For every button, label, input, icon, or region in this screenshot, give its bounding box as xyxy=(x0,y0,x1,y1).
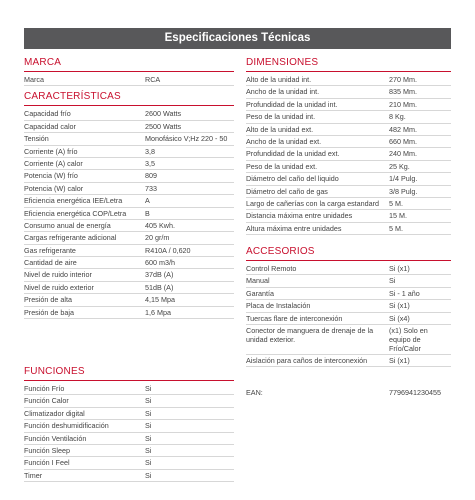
spec-label: Marca xyxy=(24,75,44,84)
spec-value: Si xyxy=(145,396,152,406)
spec-value: 240 Mm. xyxy=(389,149,417,159)
spec-value: Si xyxy=(389,276,396,286)
spec-row xyxy=(24,158,234,170)
spec-value: 733 xyxy=(145,183,157,193)
spec-row xyxy=(246,263,451,275)
spec-value: 15 M. xyxy=(389,211,407,221)
right-column xyxy=(246,56,451,400)
spec-value: 3,8 xyxy=(145,146,155,156)
funciones-section xyxy=(24,365,234,482)
spec-row xyxy=(246,86,451,98)
spec-row xyxy=(24,74,234,86)
spec-label: Placa de Instalación xyxy=(246,301,311,311)
spec-label: Profundidad de la unidad ext. xyxy=(246,149,340,159)
spec-label: Función Sleep xyxy=(24,445,70,455)
spec-row xyxy=(24,395,234,407)
spec-label: Corriente (A) frío xyxy=(24,146,78,156)
spec-row xyxy=(24,170,234,182)
page-header xyxy=(24,28,451,49)
spec-row xyxy=(246,275,451,287)
spec-row xyxy=(24,146,234,158)
spec-value: 270 Mm. xyxy=(389,75,417,84)
spec-row xyxy=(24,433,234,445)
spec-row xyxy=(24,294,234,306)
spec-label: Peso de la unidad int. xyxy=(246,112,316,122)
spec-value: Si (x4) xyxy=(389,313,410,323)
spec-row xyxy=(246,161,451,173)
spec-label: Consumo anual de energía xyxy=(24,220,111,230)
spec-value: 1,6 Mpa xyxy=(145,307,171,317)
spec-label: Función Calor xyxy=(24,396,69,406)
spec-label: Control Remoto xyxy=(246,264,297,274)
spec-value: Si xyxy=(145,408,152,418)
spec-row xyxy=(24,232,234,244)
spec-value: 8 Kg. xyxy=(389,112,406,122)
spec-label: Diámetro del caño de gas xyxy=(246,186,328,196)
spec-row xyxy=(24,383,234,395)
spec-row xyxy=(246,99,451,111)
spec-label: Tensión xyxy=(24,134,49,144)
spec-value: 3/8 Pulg. xyxy=(389,186,418,196)
spec-row xyxy=(246,173,451,185)
spec-value: Si xyxy=(145,458,152,468)
spec-value: (x1) Solo en equipo de Frío/Calor xyxy=(389,326,428,354)
spec-row xyxy=(24,257,234,269)
spec-label: Conector de manguera de drenaje de la unidad exterior. xyxy=(246,326,374,345)
spec-value: 5 M. xyxy=(389,198,403,208)
spec-row xyxy=(24,420,234,432)
spec-label: Manual xyxy=(246,276,270,286)
spec-value: Si (x1) xyxy=(389,301,410,311)
spec-value: 809 xyxy=(145,171,157,181)
spec-row xyxy=(246,74,451,86)
spec-value: A xyxy=(145,196,150,206)
spec-label: Nivel de ruido interior xyxy=(24,270,92,280)
spec-label: Alto de la unidad int. xyxy=(246,75,312,84)
spec-value: Si xyxy=(145,470,152,480)
spec-value: 2500 Watts xyxy=(145,121,182,131)
spec-label: Distancia máxima entre unidades xyxy=(246,211,353,221)
spec-value: Si xyxy=(145,421,152,431)
spec-label: Garantía xyxy=(246,288,274,298)
spec-value: Si (x1) xyxy=(389,264,410,274)
spec-row xyxy=(24,445,234,457)
spec-label: Profundidad de la unidad int. xyxy=(246,99,338,109)
spec-row xyxy=(24,121,234,133)
spec-label: Climatizador digital xyxy=(24,408,85,418)
spec-label: Alto de la unidad ext. xyxy=(246,124,314,134)
spec-row xyxy=(24,307,234,319)
spec-value: 3,5 xyxy=(145,158,155,168)
spec-label: Función Frío xyxy=(24,384,65,393)
section-title-dimensiones: DIMENSIONES xyxy=(246,56,451,72)
spec-value: 835 Mm. xyxy=(389,87,417,97)
spec-value: Si xyxy=(145,445,152,455)
spec-row xyxy=(246,300,451,312)
spec-row xyxy=(24,208,234,220)
ean-row xyxy=(246,387,451,399)
spec-value: 210 Mm. xyxy=(389,99,417,109)
spec-label: Eficiencia energética COP/Letra xyxy=(24,208,127,218)
spec-row xyxy=(24,282,234,294)
spec-row xyxy=(246,124,451,136)
spec-value: B xyxy=(145,208,150,218)
spec-label: Capacidad frío xyxy=(24,109,71,119)
spec-row xyxy=(246,198,451,210)
spec-row xyxy=(246,111,451,123)
spec-label: Timer xyxy=(24,470,43,480)
caracteristicas-section xyxy=(24,90,234,319)
spec-label: Cargas refrigerante adicional xyxy=(24,233,117,243)
spec-row xyxy=(246,313,451,325)
spec-label: Cantidad de aire xyxy=(24,258,77,268)
spec-row xyxy=(24,220,234,232)
spec-label: Potencia (W) frío xyxy=(24,171,78,181)
spec-row xyxy=(246,210,451,222)
spec-value: 20 gr/m xyxy=(145,233,170,243)
spec-label: Presión de alta xyxy=(24,295,72,305)
spec-value: 4,15 Mpa xyxy=(145,295,175,305)
spec-label: Altura máxima entre unidades xyxy=(246,223,342,233)
spec-label: Aislación para caños de interconexión xyxy=(246,356,368,366)
spec-label: Función Ventilación xyxy=(24,433,87,443)
spec-row xyxy=(24,183,234,195)
left-column xyxy=(24,56,234,323)
spec-row xyxy=(246,355,451,367)
page-title: Especificaciones Técnicas xyxy=(164,32,311,44)
spec-value: 25 Kg. xyxy=(389,161,410,171)
spec-value: Si xyxy=(145,433,152,443)
spec-label: Capacidad calor xyxy=(24,121,76,131)
spec-value: Monofásico V;Hz 220 - 50 xyxy=(145,134,228,144)
spec-label: Largo de cañerías con la carga estandard xyxy=(246,198,380,208)
spec-value: 37dB (A) xyxy=(145,270,174,280)
spec-row xyxy=(246,136,451,148)
section-title-accesorios: ACCESORIOS xyxy=(246,245,451,261)
spec-row xyxy=(24,108,234,120)
spec-value: Si xyxy=(145,384,152,393)
spec-label: Función I Feel xyxy=(24,458,70,468)
spec-label: Presión de baja xyxy=(24,307,74,317)
spec-row xyxy=(24,457,234,469)
spec-row xyxy=(24,195,234,207)
spec-label: Ancho de la unidad int. xyxy=(246,87,320,97)
spec-label: Diámetro del caño del liquido xyxy=(246,174,339,184)
spec-label: Nivel de ruido exterior xyxy=(24,282,94,292)
spec-row xyxy=(246,148,451,160)
spec-value: 600 m3/h xyxy=(145,258,175,268)
spec-value: 1/4 Pulg. xyxy=(389,174,418,184)
spec-value: 482 Mm. xyxy=(389,124,417,134)
spec-label: Función deshumidificación xyxy=(24,421,109,431)
spec-label: Potencia (W) calor xyxy=(24,183,84,193)
spec-label: Ancho de la unidad ext. xyxy=(246,136,322,146)
spec-label: Gas refrigerante xyxy=(24,245,76,255)
accesorios-section xyxy=(246,245,451,367)
ean-value: 7796941230455 xyxy=(389,388,441,398)
spec-value: 405 Kwh. xyxy=(145,220,175,230)
spec-row xyxy=(24,408,234,420)
marca-section xyxy=(24,56,234,86)
spec-value: Si - 1 año xyxy=(389,288,420,298)
spec-label: Eficiencia energética IEE/Letra xyxy=(24,196,123,206)
spec-row xyxy=(24,470,234,482)
spec-label: Peso de la unidad ext. xyxy=(246,161,318,171)
spec-row xyxy=(24,133,234,145)
spec-label: Tuercas flare de interconexión xyxy=(246,313,343,323)
spec-row xyxy=(246,325,451,355)
section-title-marca: MARCA xyxy=(24,56,234,72)
section-title-funciones: FUNCIONES xyxy=(24,365,234,381)
spec-value: 2600 Watts xyxy=(145,109,182,119)
spec-label: Corriente (A) calor xyxy=(24,158,83,168)
spec-value: 5 M. xyxy=(389,223,403,233)
spec-row xyxy=(246,288,451,300)
spec-row xyxy=(246,223,451,235)
spec-value: R410A / 0,620 xyxy=(145,245,191,255)
dimensiones-section xyxy=(246,56,451,235)
spec-value: RCA xyxy=(145,75,161,84)
funciones-column xyxy=(24,365,234,486)
spec-value: Si (x1) xyxy=(389,356,410,366)
spec-row xyxy=(24,269,234,281)
section-title-caracteristicas: CARACTERÍSTICAS xyxy=(24,90,234,106)
spec-row xyxy=(24,245,234,257)
spec-row xyxy=(246,186,451,198)
ean-label: EAN: xyxy=(246,388,263,398)
spec-value: 660 Mm. xyxy=(389,136,417,146)
spec-value: 51dB (A) xyxy=(145,282,174,292)
